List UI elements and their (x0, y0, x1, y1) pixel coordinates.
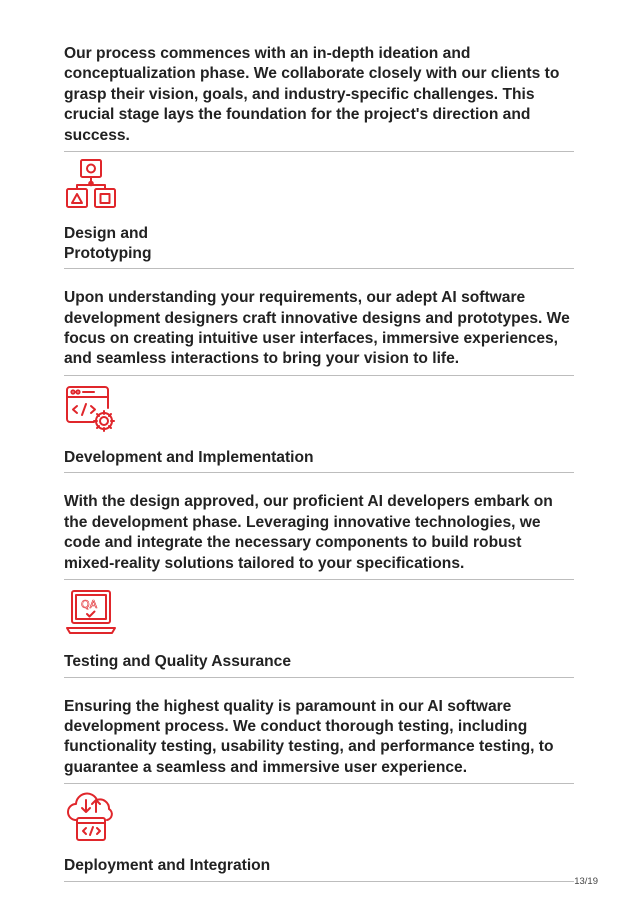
code-gear-browser-icon (64, 382, 574, 438)
section-heading-deployment: Deployment and Integration (64, 857, 271, 875)
testing-paragraph: Ensuring the highest quality is paramount in our AI software development process. We conduct thorough testing, including functionality testing, usability testing, and performance testing, to guarantee a seamless and immersive user experience. (64, 697, 554, 776)
divider (64, 881, 574, 882)
divider (64, 375, 574, 376)
section-heading-design: Design and Prototyping (64, 225, 152, 262)
cloud-deploy-icon (64, 790, 574, 846)
development-paragraph: With the design approved, our proficient AI developers embark on the development phase. Leveraging innovative technologies, we code and integrate the necessary components to build robust mixed-reality solutions tailored to your specifications. (64, 493, 553, 572)
qa-laptop-icon (64, 586, 574, 642)
design-prototyping-icon (64, 158, 574, 214)
divider (64, 151, 574, 152)
section-heading-testing: Testing and Quality Assurance (64, 653, 292, 671)
page-content (64, 44, 574, 882)
svg-text:QA: QA (81, 598, 98, 612)
design-paragraph: Upon understanding your requirements, our adept AI software development designers craft innovative designs and prototypes. We focus on creating intuitive user interfaces, immersive experiences, and seamless interactions to bring your vision to life. (64, 289, 570, 368)
intro-paragraph: Our process commences with an in-depth ideation and conceptualization phase. We collaborate closely with our clients to grasp their vision, goals, and industry-specific challenges. This crucial stage lays the foundation for the project's direction and success. (64, 45, 560, 144)
section-heading-development: Development and Implementation (64, 448, 314, 466)
page-number: 13/19 (574, 876, 598, 887)
divider (64, 783, 574, 784)
divider (64, 579, 574, 580)
